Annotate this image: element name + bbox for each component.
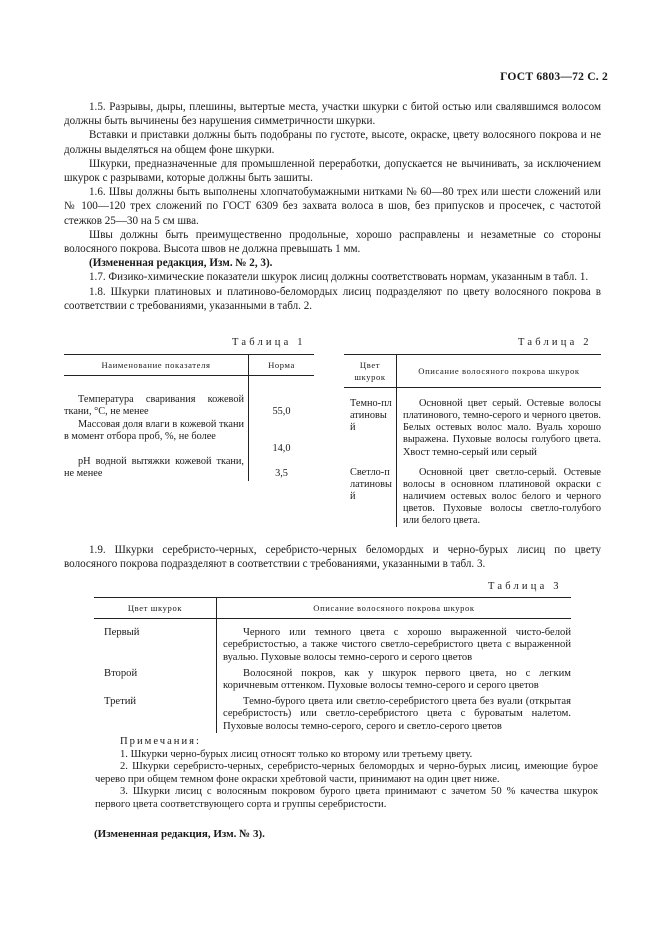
paragraph-seams: Швы должны быть преимущественно продольные, хорошо расправлены и незаметные со стороны волосяного покрова. Высота швов не должна превышать 1 мм. bbox=[64, 228, 601, 256]
table1-header-name: Наименование показателя bbox=[101, 360, 211, 370]
table-row bbox=[64, 376, 314, 420]
table3-row2-desc: Волосяной покров, как у шкурок первого цвета, но с легким коричневым оттенком. Пуховые волосы темно-серого и серого цветов bbox=[217, 668, 572, 696]
table3-header-color: Цвет шкурок bbox=[127, 603, 183, 613]
table-row bbox=[344, 467, 601, 527]
paragraph-1-7: 1.7. Физико-химические показатели шкурок лисиц должны соответствовать нормам, указанным в табл. 1. bbox=[89, 271, 589, 284]
table3-row2-color: Второй bbox=[104, 667, 138, 679]
page-header: ГОСТ 6803—72 С. 2 bbox=[500, 70, 608, 83]
table3-row1-color: Первый bbox=[104, 627, 140, 639]
paragraph-inserts: Вставки и приставки должны быть подобраны по густоте, высоте, окраске, цвету волосяного покрова и не должны выделяться на общем фоне шкурки. bbox=[64, 129, 601, 156]
note-2: 2. Шкурки серебристо-черных, серебристо-черных беломордых и черно-бурых лисиц, имеющие бурое черево при общем темном фоне окраски хребтовой части, принимают на один цвет ниже. bbox=[95, 761, 598, 785]
main-text bbox=[64, 100, 601, 313]
table-row bbox=[64, 456, 314, 481]
table3-row3-color: Третий bbox=[104, 696, 137, 708]
table3-caption: Таблица 3 bbox=[488, 581, 562, 592]
revision-note: (Измененная редакция, Изм. № 2, 3). bbox=[89, 257, 273, 270]
table1-caption: Таблица 1 bbox=[232, 337, 306, 348]
table1-row3-name: рН водной вытяжки кожевой ткани, не менее bbox=[64, 456, 244, 480]
table-2 bbox=[344, 354, 601, 527]
table1-row2-name: Массовая доля влаги в кожевой ткани в момент отбора проб, %, не более bbox=[64, 419, 244, 443]
note-3: 3. Шкурки лисиц с волосяным покровом бурого цвета принимают с зачетом 50 % качества шкурок первого цвета соответствующего сорта и группы серебристости. bbox=[95, 786, 598, 810]
table1-header-norm: Норма bbox=[249, 355, 315, 376]
table2-header-color: Цвет шкурок bbox=[354, 360, 386, 383]
table2-row1-desc: Основной цвет серый. Остевые волосы платинового, темно-серого и черного цветов. Белых остевых волос мало. Вуаль хорошо выражена. Пуховые волосы голубого цвета. Хвост темно-серый или серый bbox=[397, 388, 602, 467]
table-row bbox=[94, 619, 571, 668]
table2-row2-desc: Основной цвет светло-серый. Остевые волосы в основном платиновой окраски с наличием остевых волос белого и черного цветов. Пуховые волосы светло-голубого или белого цвета. bbox=[397, 467, 602, 527]
table1-row1-name: Температура сваривания кожевой ткани, °С, не менее bbox=[64, 394, 244, 418]
table3-row3-desc: Темно-бурого цвета или светло-серебристого цвета без вуали (открытая серебристость) или светло-серебристого цвета с буроватым налетом. Пуховые волосы темно-серого, серого и светло-серого цветов bbox=[217, 696, 572, 733]
paragraph-1-5: 1.5. Разрывы, дыры, плешины, вытертые места, участки шкурки с битой остью или свалявшимся волосом должны быть вычинены без нарушения симметричности шкурки. bbox=[64, 101, 601, 128]
notes bbox=[95, 736, 598, 812]
table-row bbox=[64, 419, 314, 456]
paragraph-1-8: 1.8. Шкурки платиновых и платиново-беломордых лисиц подразделяют по цвету волосяного покрова в соответствии с требованиями, указанными в табл. 2. bbox=[64, 285, 601, 312]
table1-row3-value: 3,5 bbox=[249, 456, 315, 481]
table2-row1-color: Темно-платиновый bbox=[350, 398, 392, 434]
table-1 bbox=[64, 354, 314, 481]
paragraph-industrial: Шкурки, предназначенные для промышленной переработки, допускается не вычинивать, за исключением шкурок с разрывами, которые должны быть зашиты. bbox=[64, 157, 601, 185]
table2-header-desc: Описание волосяного покрова шкурок bbox=[397, 355, 602, 388]
table-3 bbox=[94, 597, 571, 733]
table-row bbox=[94, 668, 571, 696]
footer-revision-note: (Измененная редакция, Изм. № 3). bbox=[94, 828, 265, 840]
note-1: 1. Шкурки черно-бурых лисиц относят только ко второму или третьему цвету. bbox=[120, 748, 473, 760]
table2-caption: Таблица 2 bbox=[518, 337, 592, 348]
table1-row2-value: 14,0 bbox=[249, 419, 315, 456]
table-row bbox=[344, 388, 601, 467]
table-row bbox=[94, 696, 571, 733]
table1-row1-value: 55,0 bbox=[249, 376, 315, 420]
table3-header-desc: Описание волосяного покрова шкурок bbox=[217, 598, 572, 619]
table2-row2-color: Светло-платиновый bbox=[350, 466, 392, 502]
paragraph-1-6: 1.6. Швы должны быть выполнены хлопчатобумажными нитками № 60—80 трех или шести сложений или № 100—120 трех сложений по ГОСТ 6309 без захвата волоса в шов, без припусков и просечек, с частотой стежков 25—30 на 5 см шва. bbox=[64, 186, 601, 227]
notes-title: Примечания: bbox=[120, 736, 201, 747]
table3-row1-desc: Черного или темного цвета с хорошо выраженной чисто-белой серебристостью, а также чистого светло-серебристого цвета с выраженной вуалью. Пуховые волосы темно-серого и серого цветов bbox=[217, 619, 572, 668]
paragraph-1-9: 1.9. Шкурки серебристо-черных, серебристо-черных беломордых и черно-бурых лисиц по цвету волосяного покрова подразделяют в соответствии с требованиями, указанными в табл. 3. bbox=[64, 544, 601, 571]
